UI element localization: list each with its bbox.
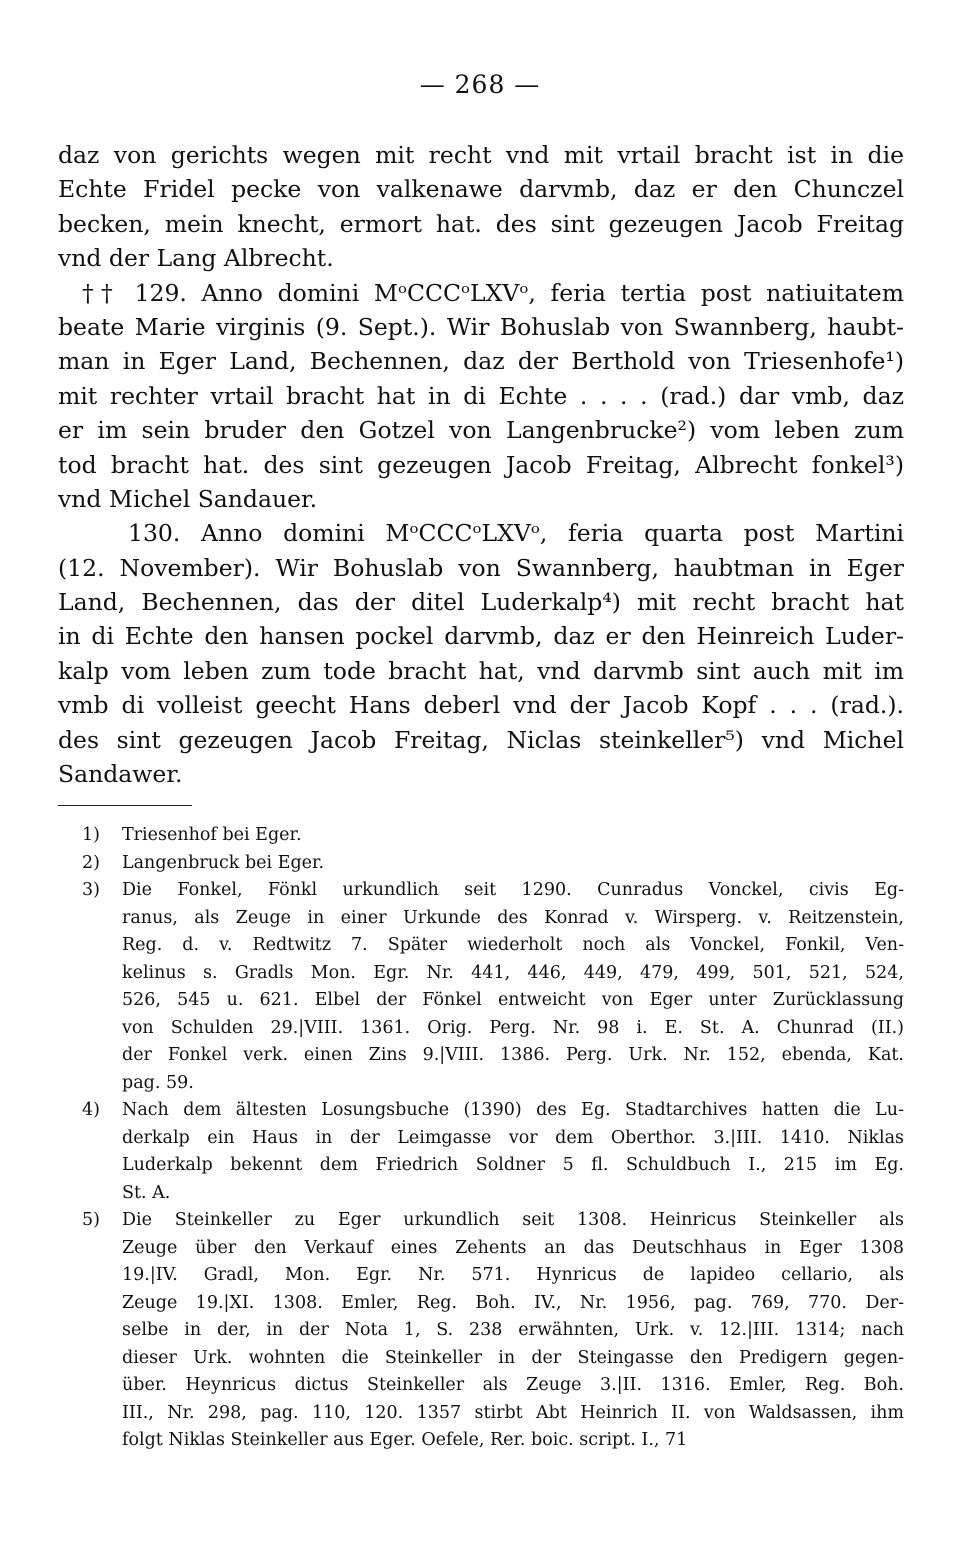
text-line: tod bracht hat. des sint gezeugen Jacob Freitag, Albrecht fonkel³) bbox=[58, 450, 904, 479]
footnote-separator bbox=[58, 805, 192, 806]
footnote-line: III., Nr. 298, pag. 110, 120. 1357 stirbt Abt Heinrich II. von Waldsassen, ihm bbox=[122, 1402, 904, 1423]
footnote bbox=[82, 850, 904, 878]
footnote-text bbox=[122, 1097, 904, 1207]
footnote-number: 5) bbox=[82, 1210, 100, 1230]
text-line: er im sein bruder den Gotzel von Langenbrucke²) vom leben zum bbox=[58, 416, 904, 445]
footnote bbox=[82, 822, 904, 850]
footnote bbox=[82, 1207, 904, 1455]
text-line: becken, mein knecht, ermort hat. des sint gezeugen Jacob Freitag bbox=[58, 209, 904, 238]
footnote bbox=[82, 877, 904, 1097]
footnote-number: 2) bbox=[82, 852, 100, 873]
footnote-line: Luderkalp bekennt dem Friedrich Soldner 5 fl. Schuldbuch I., 215 im Eg. bbox=[122, 1155, 904, 1175]
footnote-line: 526, 545 u. 621. Elbel der Fönkel entweicht von Eger unter Zurücklassung bbox=[122, 990, 904, 1010]
footnote-line: von Schulden 29.|VIII. 1361. Orig. Perg. Nr. 98 i. E. St. A. Chunrad (II.) bbox=[122, 1017, 904, 1038]
footnote-line: dieser Urk. wohnten die Steinkeller in der Steingasse den Predigern gegen- bbox=[122, 1347, 904, 1368]
footnote-text bbox=[122, 1207, 904, 1455]
footnote-text bbox=[122, 822, 904, 850]
text-line: †† 129. Anno domini MᵒCCCᵒLXVᵒ, feria tertia post natiuitatem bbox=[82, 278, 904, 307]
footnote-line: derkalp ein Haus in der Leimgasse vor dem Oberthor. 3.|III. 1410. Niklas bbox=[122, 1127, 904, 1148]
text-line: 130. Anno domini MᵒCCCᵒLXVᵒ, feria quarta post Martini bbox=[128, 519, 904, 548]
footnote-line: Zeuge über den Verkauf eines Zehents an das Deutschhaus in Eger 1308 bbox=[122, 1237, 904, 1258]
footnote-line: kelinus s. Gradls Mon. Egr. Nr. 441, 446, 449, 479, 499, 501, 521, 524, bbox=[122, 962, 904, 983]
text-line: des sint gezeugen Jacob Freitag, Niclas steinkeller⁵) vnd Michel bbox=[58, 725, 904, 754]
footnote-line: 19.|IV. Gradl, Mon. Egr. Nr. 571. Hynricus de lapideo cellario, als bbox=[122, 1265, 904, 1285]
text-line: vnd der Lang Albrecht. bbox=[58, 244, 334, 273]
text-line: in di Echte den hansen pockel darvmb, daz er den Heinreich Luder- bbox=[58, 622, 904, 651]
footnote-line: Die Steinkeller zu Eger urkundlich seit 1308. Heinricus Steinkeller als bbox=[122, 1210, 904, 1230]
footnote-line: der Fonkel verk. einen Zins 9.|VIII. 1386. Perg. Urk. Nr. 152, ebenda, Kat. bbox=[122, 1045, 904, 1065]
footnote-line: Nach dem ältesten Losungsbuche (1390) des Eg. Stadtarchives hatten die Lu- bbox=[122, 1100, 904, 1120]
text-line: vnd Michel Sandauer. bbox=[58, 484, 318, 513]
footnote-line: pag. 59. bbox=[122, 1072, 194, 1093]
page-number: — 268 — bbox=[419, 70, 541, 99]
footnote-line: St. A. bbox=[122, 1182, 171, 1203]
footnote-line: über. Heynricus dictus Steinkeller als Zeuge 3.|II. 1316. Emler, Reg. Boh. bbox=[122, 1375, 904, 1395]
text-line: Sandawer. bbox=[58, 760, 183, 789]
footnote-line: folgt Niklas Steinkeller aus Eger. Oefele, Rer. boic. script. I., 71 bbox=[122, 1430, 688, 1450]
text-line: man in Eger Land, Bechennen, daz der Berthold von Triesenhofe¹) bbox=[58, 347, 904, 376]
footnotes bbox=[82, 822, 904, 1455]
text-line: mit rechter vrtail bracht hat in di Echte . . . . (rad.) dar vmb, daz bbox=[58, 381, 904, 410]
footnote-line: Reg. d. v. Redtwitz 7. Später wiederholt noch als Vonckel, Fonkil, Ven- bbox=[122, 935, 904, 955]
footnote-line: selbe in der, in der Nota 1, S. 238 erwähnten, Urk. v. 12.|III. 1314; nach bbox=[122, 1320, 904, 1340]
footnote-line: ranus, als Zeuge in einer Urkunde des Konrad v. Wirsperg. v. Reitzenstein, bbox=[122, 907, 904, 928]
footnote bbox=[82, 1097, 904, 1207]
text-line: Land, Bechennen, das der ditel Luderkalp⁴) mit recht bracht hat bbox=[58, 588, 904, 617]
footnote-text bbox=[122, 850, 904, 878]
text-line: vmb di volleist geecht Hans deberl vnd der Jacob Kopf . . . (rad.). bbox=[58, 691, 904, 720]
footnote-line: Die Fonkel, Fönkl urkundlich seit 1290. Cunradus Vonckel, civis Eg- bbox=[122, 880, 904, 900]
text-line: kalp vom leben zum tode bracht hat, vnd darvmb sint auch mit im bbox=[58, 656, 904, 685]
main-text bbox=[58, 138, 904, 791]
footnote-line: Langenbruck bei Eger. bbox=[122, 852, 325, 873]
text-line: Echte Fridel pecke von valkenawe darvmb, daz er den Chunczel bbox=[58, 175, 904, 204]
footnote-number: 4) bbox=[82, 1100, 100, 1120]
text-line: (12. November). Wir Bohuslab von Swannberg, haubtman in Eger bbox=[58, 553, 904, 582]
text-line: daz von gerichts wegen mit recht vnd mit vrtail bracht ist in die bbox=[58, 141, 904, 169]
footnote-number: 3) bbox=[82, 880, 100, 900]
footnote-number: 1) bbox=[82, 825, 100, 845]
footnote-line: Triesenhof bei Eger. bbox=[122, 825, 302, 845]
text-line: beate Marie virginis (9. Sept.). Wir Bohuslab von Swannberg, haubt- bbox=[58, 312, 904, 341]
footnote-text bbox=[122, 877, 904, 1097]
footnote-line: Zeuge 19.|XI. 1308. Emler, Reg. Boh. IV., Nr. 1956, pag. 769, 770. Der- bbox=[122, 1292, 904, 1313]
